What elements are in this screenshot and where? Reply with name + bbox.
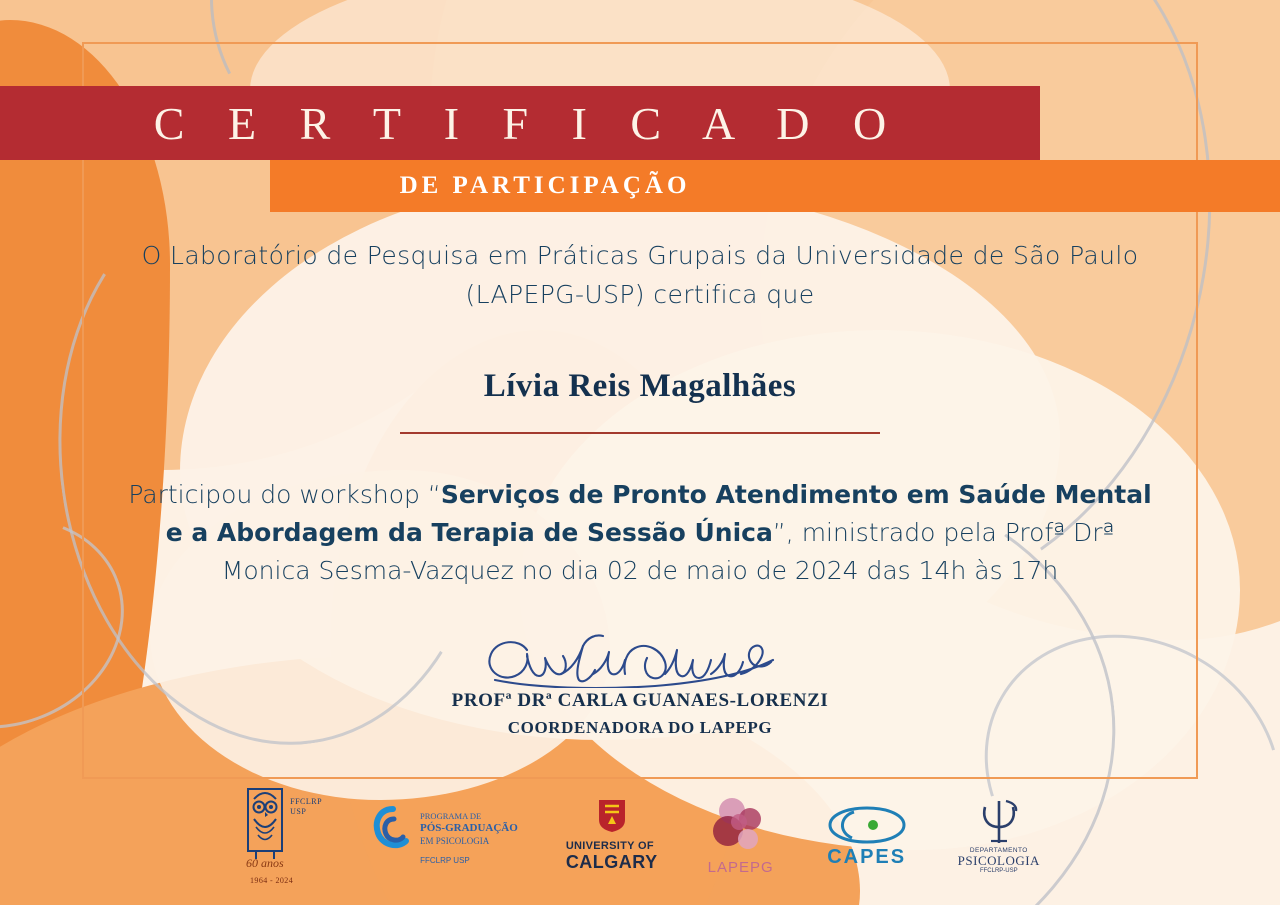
calgary-wordmark: UNIVERSITY OF CALGARY <box>565 840 658 872</box>
footer-logos <box>0 775 1280 895</box>
logo-ffclrp-usp <box>240 780 324 890</box>
logo-capes <box>824 780 910 890</box>
signatory-role: COORDENADORA DO LAPEPG <box>507 718 773 737</box>
logo-ppg-text: PROGRAMA DE PÓS-GRADUAÇÃO EM PSICOLOGIA <box>420 811 518 846</box>
signatory-name: PROFª DRª CARLA GUANAES-LORENZI <box>451 690 829 711</box>
lapepg-label: LAPEPG <box>707 858 774 876</box>
logo-ppg-sub: FFCLRP USP <box>420 856 470 865</box>
recipient-underline <box>400 432 880 434</box>
capes-label: CAPES <box>827 845 907 868</box>
certificate-subtitle: DE PARTICIPAÇÃO <box>399 172 691 199</box>
participation-statement <box>110 476 1170 590</box>
subtitle-banner <box>270 160 1280 212</box>
certificate-body <box>110 236 1170 590</box>
lapepg-circles-icon <box>706 795 776 857</box>
statement-suffix: ”, ministrado pela Profª Drª Monica Sesma-Vazquez no dia 02 de maio de 2024 das 14h às 17h <box>221 518 1115 585</box>
logo-ffclrp-lines: FFCLRP USP <box>290 797 323 816</box>
capes-icon <box>824 802 910 848</box>
departamento-text: DEPARTAMENTO PSICOLOGIA FFCLRP-USP <box>957 846 1040 875</box>
swirl-logo-icon <box>372 805 414 853</box>
psi-symbol-icon <box>976 795 1022 847</box>
logo-years-label: 1964 - 2024 <box>250 876 294 885</box>
workshop-title: Serviços de Pronto Atendimento em Saúde Mental e a Abordagem da Terapia de Sessão Única <box>165 480 1152 547</box>
signature-block <box>0 630 1280 738</box>
calgary-shield-icon <box>597 798 627 834</box>
logo-lapepg <box>706 780 776 890</box>
logo-ppg-psicologia <box>372 780 518 890</box>
recipient-name: Lívia Reis Magalhães <box>483 368 797 404</box>
logo-anos-label: 60 anos <box>246 856 284 870</box>
intro-text: O Laboratório de Pesquisa em Práticas Grupais da Universidade de São Paulo (LAPEPG-USP) certifica que <box>141 241 1139 309</box>
certificate-title: C E R T I F I C A D O <box>153 97 903 149</box>
logo-departamento-psicologia <box>958 780 1040 890</box>
logo-university-of-calgary <box>566 780 658 890</box>
title-banner <box>0 86 1040 160</box>
handwritten-signature-icon <box>475 630 805 688</box>
statement-prefix: Participou do workshop “ <box>128 480 441 509</box>
